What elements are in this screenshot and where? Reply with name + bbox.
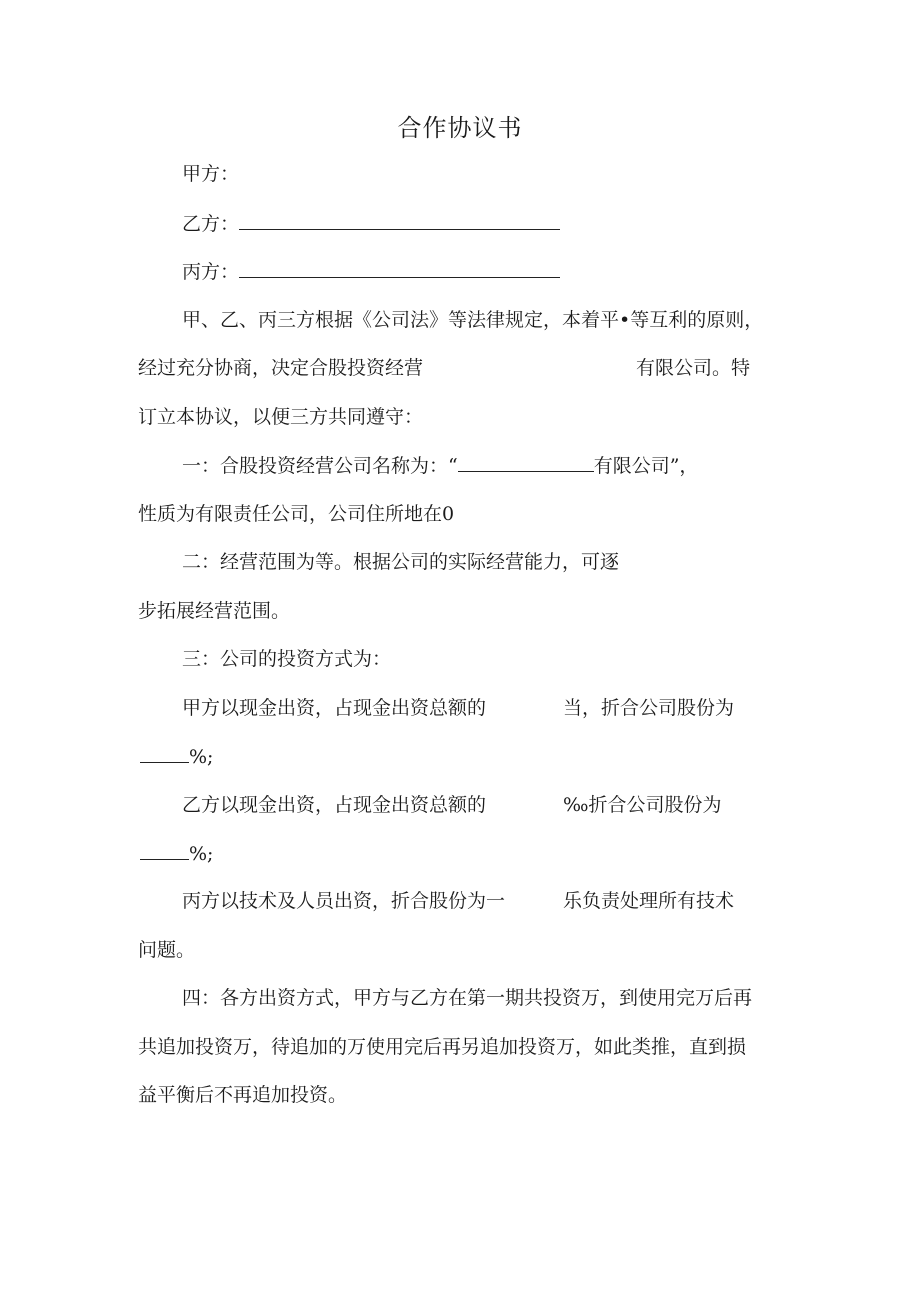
party-b-line — [182, 211, 560, 236]
clause3-heading: 三：公司的投资方式为： — [182, 648, 392, 670]
clause1-line-2: 性质为有限责任公司，公司住所地在0 — [138, 503, 455, 525]
clause1-line-1 — [182, 453, 698, 478]
party-c-line — [182, 259, 560, 284]
clause3-b-pct-line — [140, 841, 213, 866]
clause3-c-line-2: 问题。 — [138, 939, 196, 961]
clause4-line-3: 益平衡后不再追加投资。 — [138, 1084, 348, 1106]
intro-line-2-right: 有限公司。特 — [636, 357, 751, 379]
clause3-a-right: 当，折合公司股份为 — [563, 697, 735, 719]
clause3-b-right: ‰折合公司股份为 — [563, 794, 722, 816]
intro-line-2-left: 经过充分协商，决定合股投资经营 — [138, 357, 424, 379]
clause3-a-pct: %; — [189, 746, 214, 768]
intro-line-3: 订立本协议，以便三方共同遵守： — [138, 406, 424, 428]
party-c-blank — [239, 259, 560, 278]
clause3-a-left: 甲方以现金出资，占现金出资总额的 — [182, 697, 487, 719]
clause4-line-2: 共追加投资万，待追加的万使用完后再另追加投资万，如此类推，直到损 — [138, 1036, 747, 1058]
clause3-b-pct: %; — [189, 843, 214, 865]
party-b-blank — [239, 211, 560, 230]
clause1-line-1-right: 有限公司”， — [593, 455, 699, 477]
clause2-line-2: 步拓展经营范围。 — [138, 600, 291, 622]
party-a-label: 甲方： — [182, 163, 240, 185]
clause3-c-right: 乐负责处理所有技术 — [563, 890, 735, 912]
clause4-line-1: 四：各方出资方式，甲方与乙方在第一期共投资万，到使用完万后再 — [182, 987, 753, 1009]
clause3-a-pct-line — [140, 744, 213, 769]
party-c-label: 丙方： — [182, 261, 240, 283]
clause3-c-left: 丙方以技术及人员出资，折合股份为一 — [182, 890, 506, 912]
party-a-share-blank — [140, 744, 189, 763]
clause3-b-left: 乙方以现金出资，占现金出资总额的 — [182, 794, 487, 816]
clause2-line-1: 二：经营范围为等。根据公司的实际经营能力，可逐 — [182, 551, 620, 573]
clause1-line-1-left: 一：合股投资经营公司名称为：“ — [182, 455, 458, 477]
party-a-line — [182, 162, 239, 186]
intro-line-1: 甲、乙、丙三方根据《公司法》等法律规定，本着平•等互利的原则， — [182, 309, 764, 331]
party-b-share-blank — [140, 841, 189, 860]
document-title: 合作协议书 — [397, 114, 523, 142]
company-name-blank — [458, 453, 594, 472]
party-b-label: 乙方： — [182, 213, 240, 235]
